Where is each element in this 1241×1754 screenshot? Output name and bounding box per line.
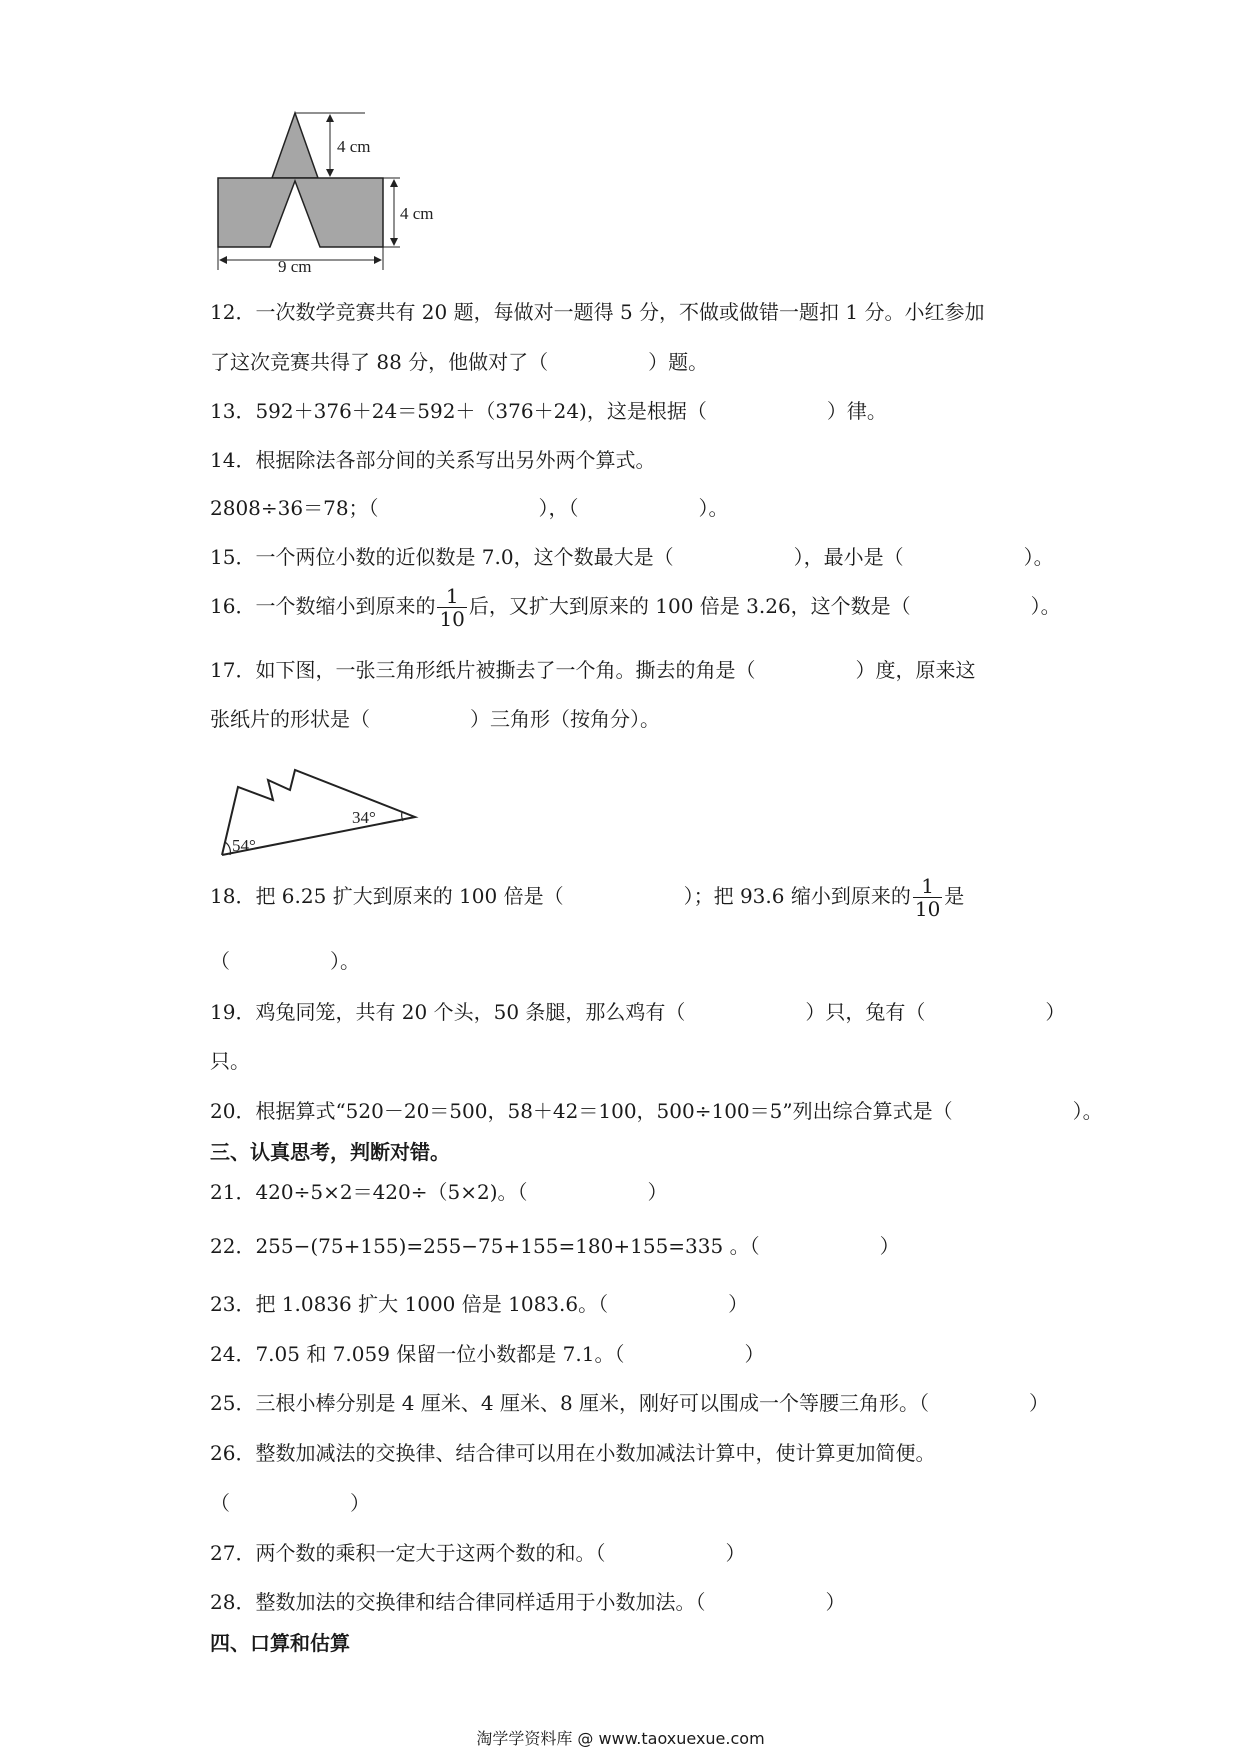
top-triangle (272, 113, 318, 178)
q19-line2: 只。 (210, 1049, 250, 1073)
q12-line1: 12．一次数学竞赛共有 20 题，每做对一题得 5 分，不做或做错一题扣 1 分。小红参加 (210, 300, 985, 324)
section4-title: 四、口算和估算 (210, 1631, 350, 1655)
q25: 25．三根小棒分别是 4 厘米、4 厘米、8 厘米，刚好可以围成一个等腰三角形。（ ） (210, 1391, 1050, 1415)
q18-after: 是 (944, 884, 965, 908)
q18 (210, 875, 964, 920)
q24: 24．7.05 和 7.059 保留一位小数都是 7.1。（ ） (210, 1342, 765, 1366)
q16-before: 16．一个数缩小到原来的 (210, 594, 436, 618)
footer-watermark: 淘学学资料库 @ www.taoxuexue.com (476, 1729, 765, 1748)
q17-line1: 17．如下图，一张三角形纸片被撕去了一个角。撕去的角是（ ）度，原来这 (210, 658, 976, 682)
angle-left-label: 54° (232, 836, 256, 855)
q16-after: 后，又扩大到原来的 100 倍是 3.26，这个数是（ ）。 (468, 594, 1061, 618)
q17-line2: 张纸片的形状是（ ）三角形（按角分）。 (210, 707, 660, 731)
q21: 21．420÷5×2＝420÷（5×2)。（ ） (210, 1180, 668, 1204)
q23: 23．把 1.0836 扩大 1000 倍是 1083.6。（ ） (210, 1292, 749, 1316)
q16 (210, 585, 1061, 630)
section3-title: 三、认真思考，判断对错。 (210, 1140, 450, 1164)
q20: 20．根据算式“520－20＝500，58＋42＝100，500÷100＝5”列出综合算式是（ ）。 (210, 1099, 1103, 1123)
figure-shape-area (210, 105, 440, 275)
q18-frac-den: 10 (914, 897, 941, 921)
q28: 28．整数加法的交换律和结合律同样适用于小数加法。（ ） (210, 1590, 846, 1614)
label-top: 4 cm (337, 137, 371, 156)
figure-torn-triangle (210, 765, 430, 860)
q18-line2: （ ）。 (210, 949, 360, 973)
q26-line1: 26．整数加减法的交换律、结合律可以用在小数加减法计算中，使计算更加简便。 (210, 1441, 936, 1465)
q16-frac-den: 10 (439, 607, 465, 631)
q26-line2: （ ） (210, 1491, 370, 1515)
q16-frac-num: 1 (437, 585, 466, 608)
q22: 22．255−(75+155)=255−75+155=180+155=335 。（ ） (210, 1234, 900, 1258)
q16-fraction (437, 585, 466, 630)
q18-before: 18．把 6.25 扩大到原来的 100 倍是（ ）；把 93.6 缩小到原来的 (210, 884, 911, 908)
angle-right-label: 34° (352, 808, 376, 827)
q15: 15．一个两位小数的近似数是 7.0，这个数最大是（ ），最小是（ ）。 (210, 545, 1054, 569)
lower-band (218, 178, 383, 247)
q19-line1: 19．鸡兔同笼，共有 20 个头，50 条腿，那么鸡有（ ）只，兔有（ ） (210, 1000, 1066, 1024)
label-bottom: 9 cm (278, 257, 312, 275)
q14-line2: 2808÷36＝78；（ ），（ ）。 (210, 496, 729, 520)
q18-fraction (913, 875, 942, 920)
q12-line2: 了这次竞赛共得了 88 分，他做对了（ ）题。 (210, 350, 709, 374)
q14-line1: 14．根据除法各部分间的关系写出另外两个算式。 (210, 448, 656, 472)
q13: 13．592＋376＋24＝592＋（376＋24)，这是根据（ ）律。 (210, 399, 887, 423)
q27: 27．两个数的乘积一定大于这两个数的和。（ ） (210, 1541, 746, 1565)
label-right: 4 cm (400, 204, 434, 223)
q18-frac-num: 1 (913, 875, 942, 898)
